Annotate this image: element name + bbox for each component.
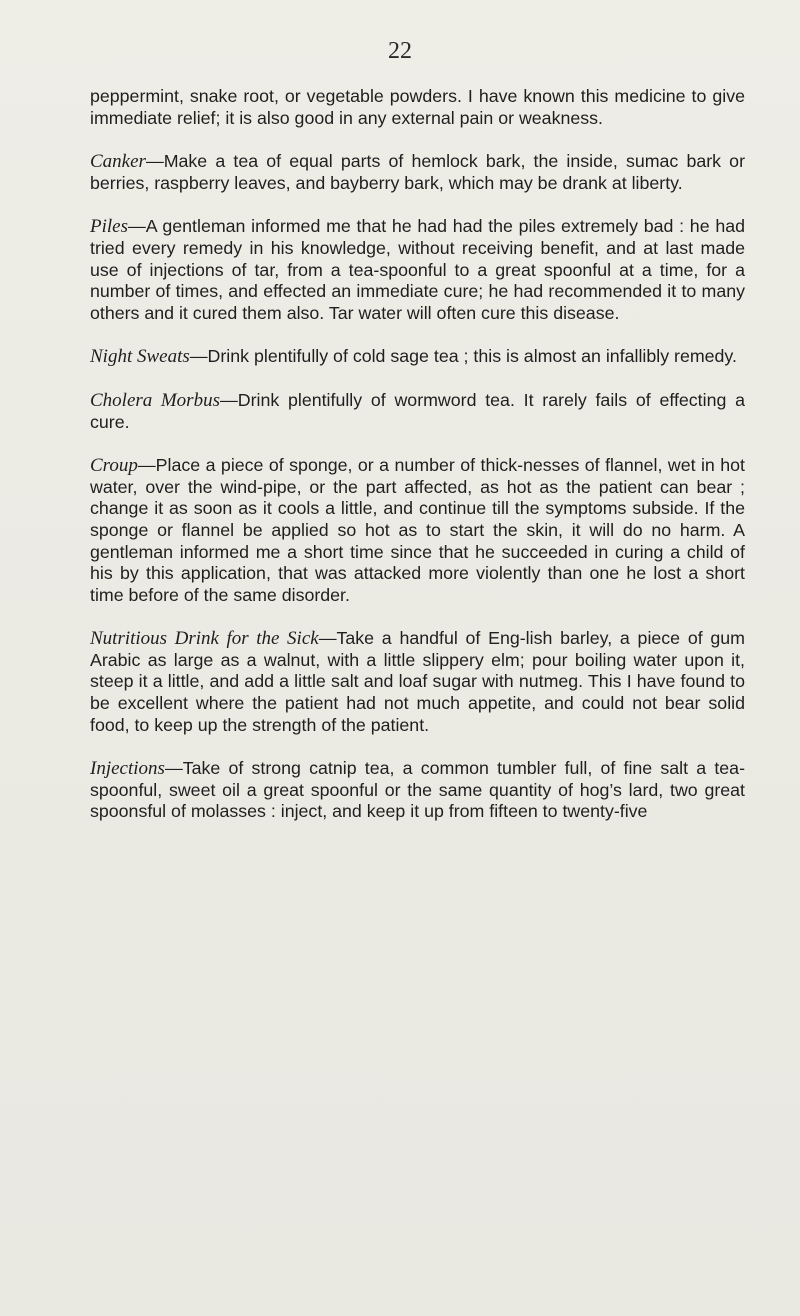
paragraph-text: peppermint, snake root, or vegetable powders. I have known this medicine to give immediate relief; it is also good in any external pain or weakness. — [90, 86, 745, 128]
page-number: 22 — [388, 38, 412, 64]
paragraph-text: —Take of strong catnip tea, a common tumbler full, of fine salt a tea-spoonful, sweet oil a great spoonful or the same quantity of hog’s lard, two great spoonsful of molasses : inject, and keep it up from fifteen to twenty-five — [90, 758, 745, 822]
paragraph-heading: Cholera Morbus — [90, 389, 220, 411]
paragraph-heading: Croup — [90, 455, 138, 477]
paragraph-heading: Nutritious Drink for the Sick — [90, 628, 319, 650]
paragraph-croup — [90, 455, 745, 606]
paragraph-nutritious-drink — [90, 628, 745, 736]
paragraph-heading: Canker — [90, 151, 146, 173]
paragraph-text: —Take a handful of Eng-lish barley, a piece of gum Arabic as large as a walnut, with a little slippery elm; pour boiling water upon it, steep it a little, and add a little salt and loaf sugar with nutmeg. This I have found to be excellent where the patient had not much appetite, and could not bear solid food, to keep up the strength of the patient. — [90, 628, 745, 735]
paragraph-text: —Make a tea of equal parts of hemlock bark, the inside, sumac bark or berries, raspberry leaves, and bayberry bark, which may be drank at liberty. — [90, 151, 745, 193]
paragraph-canker — [90, 151, 745, 194]
paragraph-cholera-morbus — [90, 390, 745, 433]
paragraph-heading: Piles — [90, 216, 128, 238]
paragraph-heading: Injections — [90, 758, 165, 780]
paragraph-text: —Drink plentifully of cold sage tea ; this is almost an infallibly remedy. — [189, 346, 737, 367]
paragraph-text: —Drink plentifully of wormword tea. It rarely fails of effecting a cure. — [90, 389, 745, 432]
paragraph-intro — [90, 86, 745, 129]
body-text — [90, 86, 745, 845]
paragraph-heading: Night Sweats — [90, 346, 190, 368]
paragraph-injections — [90, 758, 745, 823]
paragraph-text: —Place a piece of sponge, or a number of thick-nesses of flannel, wet in hot water, over the wind-pipe, or the part affected, as hot as the patient can bear ; change it as soon as it cools a little, and continue till the symptoms subside. If the sponge or flannel be applied so hot as to start the skin, it will do no harm. A gentleman informed me a short time since that he succeeded in curing a child of his by this application, that was attacked more violently than one he lost a short time before of the same disorder. — [90, 455, 745, 605]
paragraph-night-sweats — [90, 346, 745, 368]
paragraph-piles — [90, 216, 745, 324]
paragraph-text: —A gentleman informed me that he had had the piles extremely bad : he had tried every remedy in his knowledge, without receiving benefit, and at last made use of injections of tar, from a tea-spoonful to a great spoonful at a time, for a number of times, and effected an immediate cure; he had recommended it to many others and it cured them also. Tar water will often cure this disease. — [90, 216, 745, 323]
